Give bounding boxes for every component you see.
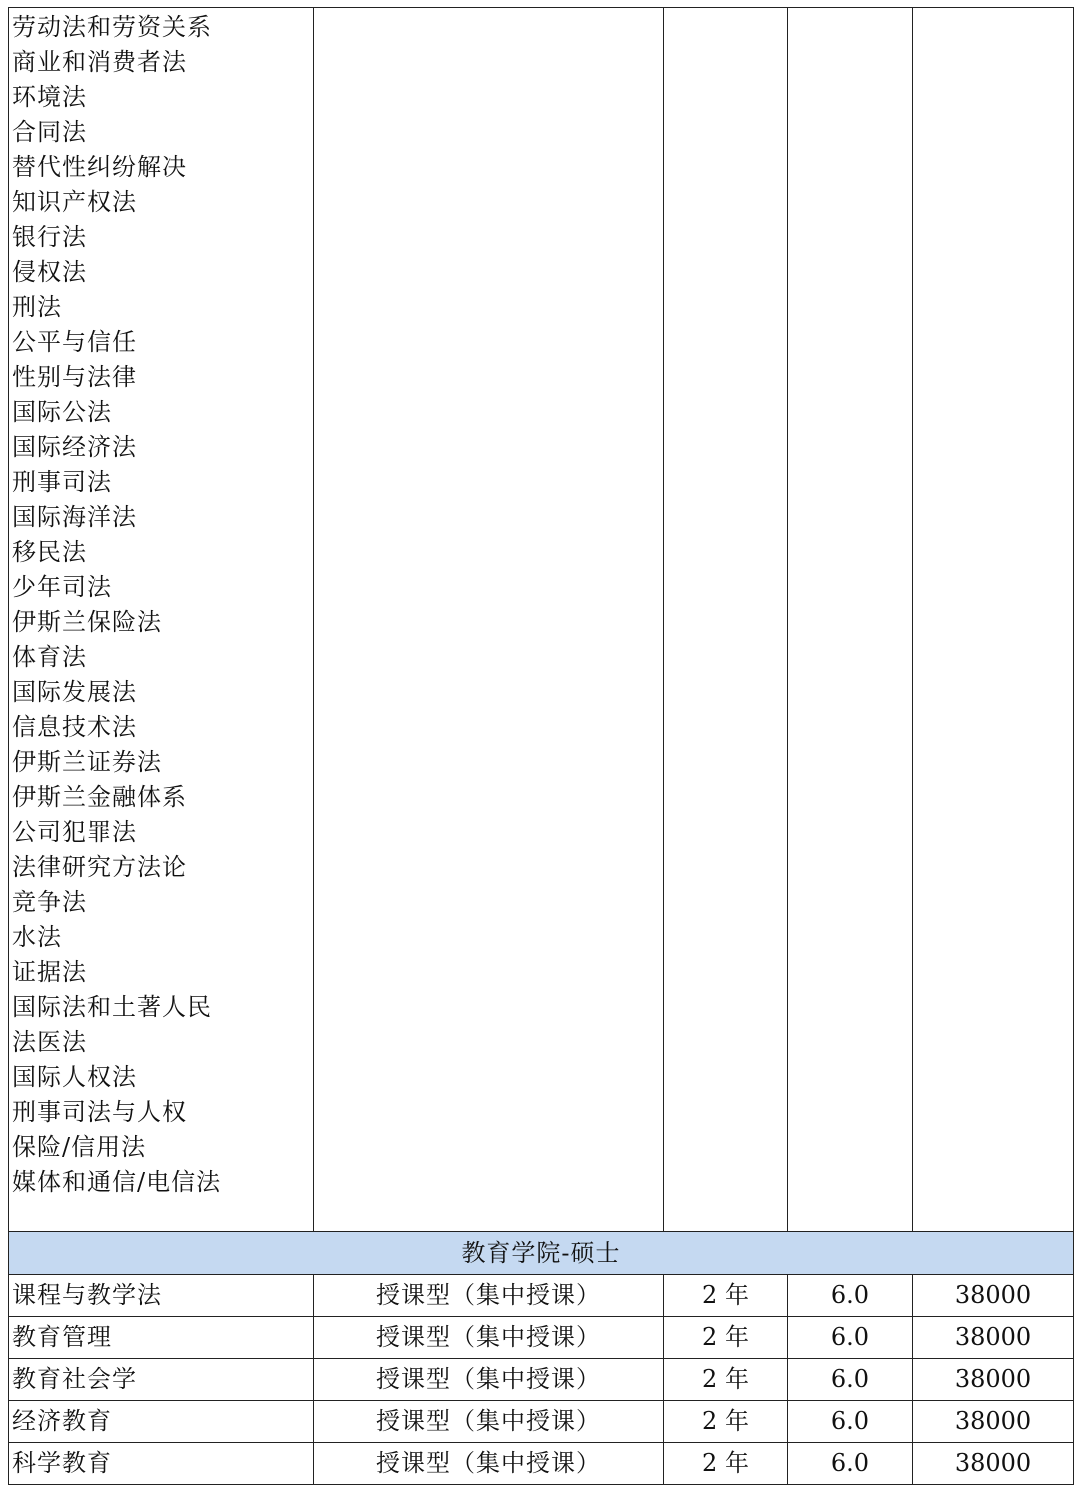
empty-cell (664, 8, 788, 1232)
list-item: 少年司法 (12, 573, 112, 601)
list-item: 保险/信用法 (12, 1133, 147, 1161)
law-subjects-row (9, 8, 1074, 1232)
section-header-row (9, 1232, 1074, 1275)
program-name: 经济教育 (9, 1401, 314, 1443)
program-fee: 38000 (913, 1317, 1074, 1359)
program-fee: 38000 (913, 1359, 1074, 1401)
list-item: 替代性纠纷解决 (12, 153, 187, 181)
program-score: 6.0 (788, 1317, 913, 1359)
table-row (9, 1401, 1074, 1443)
section-title: 教育学院-硕士 (9, 1232, 1074, 1275)
program-duration: 2 年 (664, 1359, 788, 1401)
program-type: 授课型（集中授课） (314, 1359, 664, 1401)
empty-cell (788, 8, 913, 1232)
list-item: 证据法 (12, 958, 87, 986)
list-item: 合同法 (12, 118, 87, 146)
list-item: 公司犯罪法 (12, 818, 137, 846)
program-duration: 2 年 (664, 1401, 788, 1443)
list-item: 国际发展法 (12, 678, 137, 706)
list-item: 性别与法律 (12, 363, 137, 391)
law-subject-list (9, 8, 313, 1200)
list-item: 国际公法 (12, 398, 112, 426)
list-item: 国际经济法 (12, 433, 137, 461)
program-fee: 38000 (913, 1443, 1074, 1485)
law-subjects-cell (9, 8, 314, 1232)
list-item: 体育法 (12, 643, 87, 671)
list-item: 刑法 (12, 293, 62, 321)
program-duration: 2 年 (664, 1443, 788, 1485)
list-item: 侵权法 (12, 258, 87, 286)
program-type: 授课型（集中授课） (314, 1443, 664, 1485)
list-item: 伊斯兰证券法 (12, 748, 162, 776)
list-item: 环境法 (12, 83, 87, 111)
program-type: 授课型（集中授课） (314, 1401, 664, 1443)
list-item: 国际法和土著人民 (12, 993, 212, 1021)
program-name: 教育社会学 (9, 1359, 314, 1401)
program-name: 教育管理 (9, 1317, 314, 1359)
program-duration: 2 年 (664, 1317, 788, 1359)
list-item: 移民法 (12, 538, 87, 566)
list-item: 竞争法 (12, 888, 87, 916)
list-item: 信息技术法 (12, 713, 137, 741)
program-type: 授课型（集中授课） (314, 1275, 664, 1317)
program-score: 6.0 (788, 1359, 913, 1401)
program-name: 课程与教学法 (9, 1275, 314, 1317)
list-item: 银行法 (12, 223, 87, 251)
table-row (9, 1359, 1074, 1401)
list-item: 伊斯兰金融体系 (12, 783, 187, 811)
empty-cell (314, 8, 664, 1232)
program-score: 6.0 (788, 1443, 913, 1485)
list-item: 水法 (12, 923, 62, 951)
list-item: 国际海洋法 (12, 503, 137, 531)
empty-cell (913, 8, 1074, 1232)
list-item: 知识产权法 (12, 188, 137, 216)
list-item: 法律研究方法论 (12, 853, 187, 881)
list-item: 刑事司法 (12, 468, 112, 496)
program-name: 科学教育 (9, 1443, 314, 1485)
course-table (8, 7, 1074, 1485)
program-type: 授课型（集中授课） (314, 1317, 664, 1359)
program-fee: 38000 (913, 1401, 1074, 1443)
table-row (9, 1317, 1074, 1359)
table-row (9, 1275, 1074, 1317)
program-duration: 2 年 (664, 1275, 788, 1317)
list-item: 法医法 (12, 1028, 87, 1056)
list-item: 商业和消费者法 (12, 48, 187, 76)
table-row (9, 1443, 1074, 1485)
program-fee: 38000 (913, 1275, 1074, 1317)
list-item: 劳动法和劳资关系 (12, 13, 212, 41)
list-item: 伊斯兰保险法 (12, 608, 162, 636)
list-item: 刑事司法与人权 (12, 1098, 187, 1126)
program-score: 6.0 (788, 1275, 913, 1317)
list-item: 媒体和通信/电信法 (12, 1168, 222, 1196)
program-score: 6.0 (788, 1401, 913, 1443)
list-item: 国际人权法 (12, 1063, 137, 1091)
list-item: 公平与信任 (12, 328, 137, 356)
